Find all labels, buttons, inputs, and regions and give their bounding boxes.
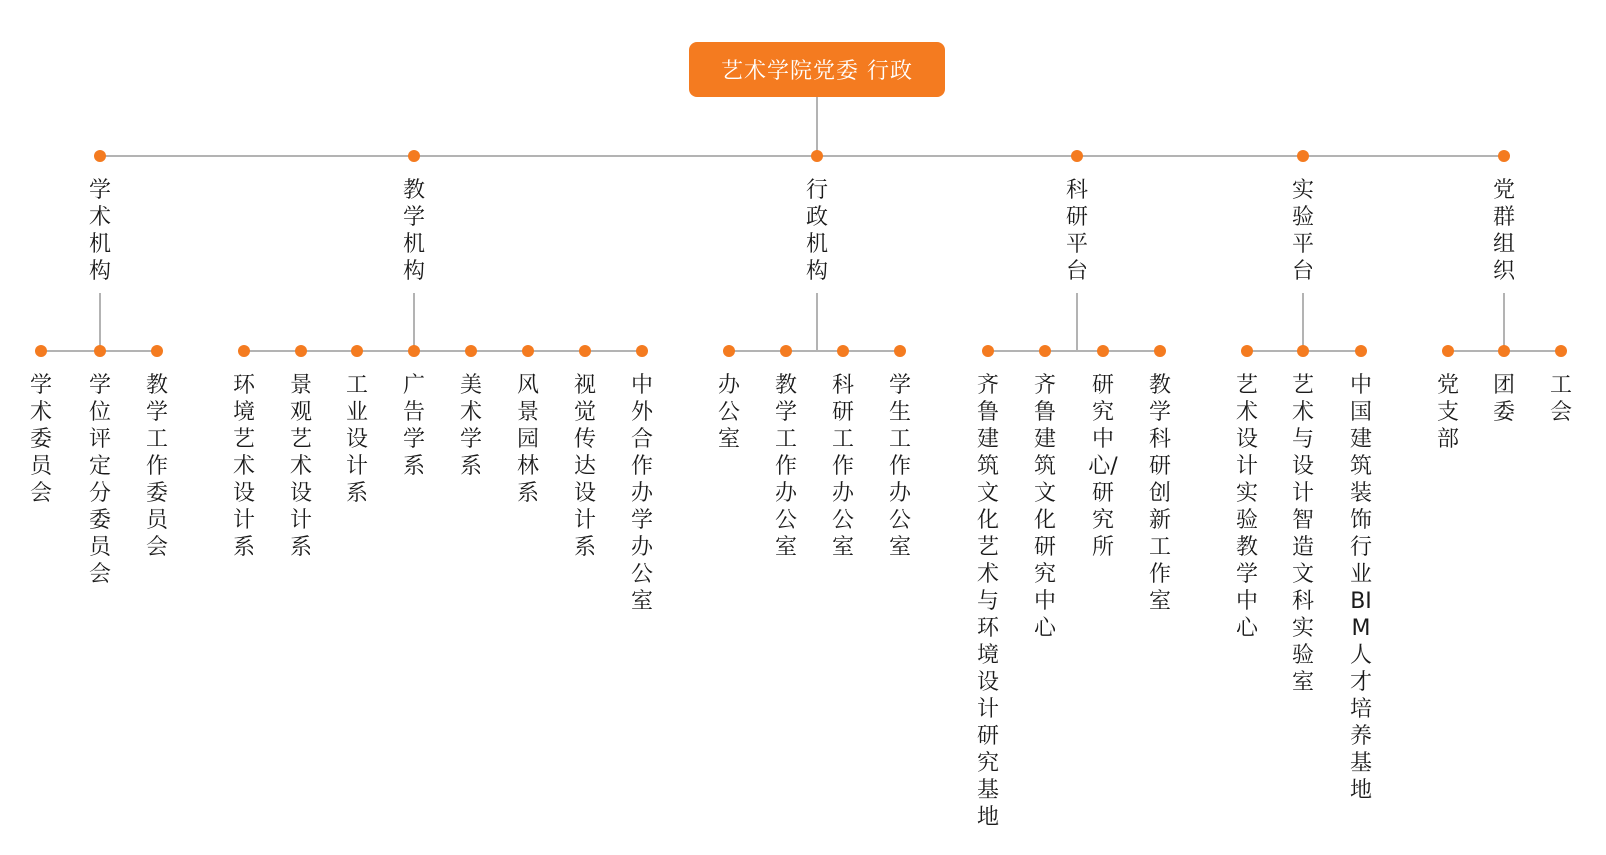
child-node-dot (35, 345, 47, 357)
child-label: 广告学系 (402, 373, 425, 479)
child-label: 环境艺术设计系 (232, 373, 255, 560)
child-node-dot (780, 345, 792, 357)
child-label: 艺术与设计智造文科实验室 (1291, 373, 1314, 695)
child-node-dot (408, 345, 420, 357)
child-label: 视觉传达设计系 (573, 373, 596, 560)
child-label: 团委 (1492, 373, 1515, 425)
child-node-dot (1097, 345, 1109, 357)
branch-node-dot (1297, 150, 1309, 162)
child-label: 学生工作办公室 (888, 373, 911, 560)
child-node-dot (1297, 345, 1309, 357)
branch-label: 实验平台 (1291, 178, 1314, 284)
child-label: 艺术设计实验教学中心 (1235, 373, 1258, 641)
branch-label: 科研平台 (1065, 178, 1088, 284)
root-node: 艺术学院党委 行政 (689, 42, 945, 97)
child-node-dot (837, 345, 849, 357)
branch-label: 学术机构 (88, 178, 111, 284)
child-label: 工业设计系 (345, 373, 368, 506)
child-node-dot (522, 345, 534, 357)
branch-node-dot (408, 150, 420, 162)
child-node-dot (94, 345, 106, 357)
child-label: 教学工作办公室 (774, 373, 797, 560)
child-node-dot (295, 345, 307, 357)
child-node-dot (1154, 345, 1166, 357)
child-label: 教学科研创新工作室 (1148, 373, 1171, 614)
child-node-dot (579, 345, 591, 357)
child-node-dot (1039, 345, 1051, 357)
child-label: 科研工作办公室 (831, 373, 854, 560)
child-label: 风景园林系 (516, 373, 539, 506)
child-label: 美术学系 (459, 373, 482, 479)
child-node-dot (1442, 345, 1454, 357)
child-label: 中国建筑装饰行业BIM人才培养基地 (1349, 373, 1372, 803)
child-label: 齐鲁建筑文化研究中心 (1033, 373, 1056, 641)
child-label: 齐鲁建筑文化艺术与环境设计研究基地 (976, 373, 999, 830)
child-label: 党支部 (1436, 373, 1459, 452)
child-label: 学位评定分委员会 (88, 373, 111, 587)
branch-node-dot (811, 150, 823, 162)
child-label: 研究中心/研究所 (1088, 373, 1118, 560)
child-label: 学术委员会 (29, 373, 52, 506)
child-label: 教学工作委员会 (145, 373, 168, 560)
child-node-dot (894, 345, 906, 357)
child-node-dot (1355, 345, 1367, 357)
branch-node-dot (94, 150, 106, 162)
child-label: 中外合作办学办公室 (630, 373, 653, 614)
child-label: 景观艺术设计系 (289, 373, 312, 560)
child-node-dot (151, 345, 163, 357)
branch-label: 教学机构 (402, 178, 425, 284)
branch-node-dot (1498, 150, 1510, 162)
child-node-dot (465, 345, 477, 357)
branch-label: 行政机构 (805, 178, 828, 284)
child-node-dot (351, 345, 363, 357)
child-label: 工会 (1549, 373, 1572, 425)
child-label: 办公室 (717, 373, 740, 452)
child-node-dot (723, 345, 735, 357)
branch-label: 党群组织 (1492, 178, 1515, 284)
child-node-dot (636, 345, 648, 357)
child-node-dot (238, 345, 250, 357)
child-node-dot (1498, 345, 1510, 357)
child-node-dot (1241, 345, 1253, 357)
child-node-dot (1555, 345, 1567, 357)
child-node-dot (982, 345, 994, 357)
branch-node-dot (1071, 150, 1083, 162)
